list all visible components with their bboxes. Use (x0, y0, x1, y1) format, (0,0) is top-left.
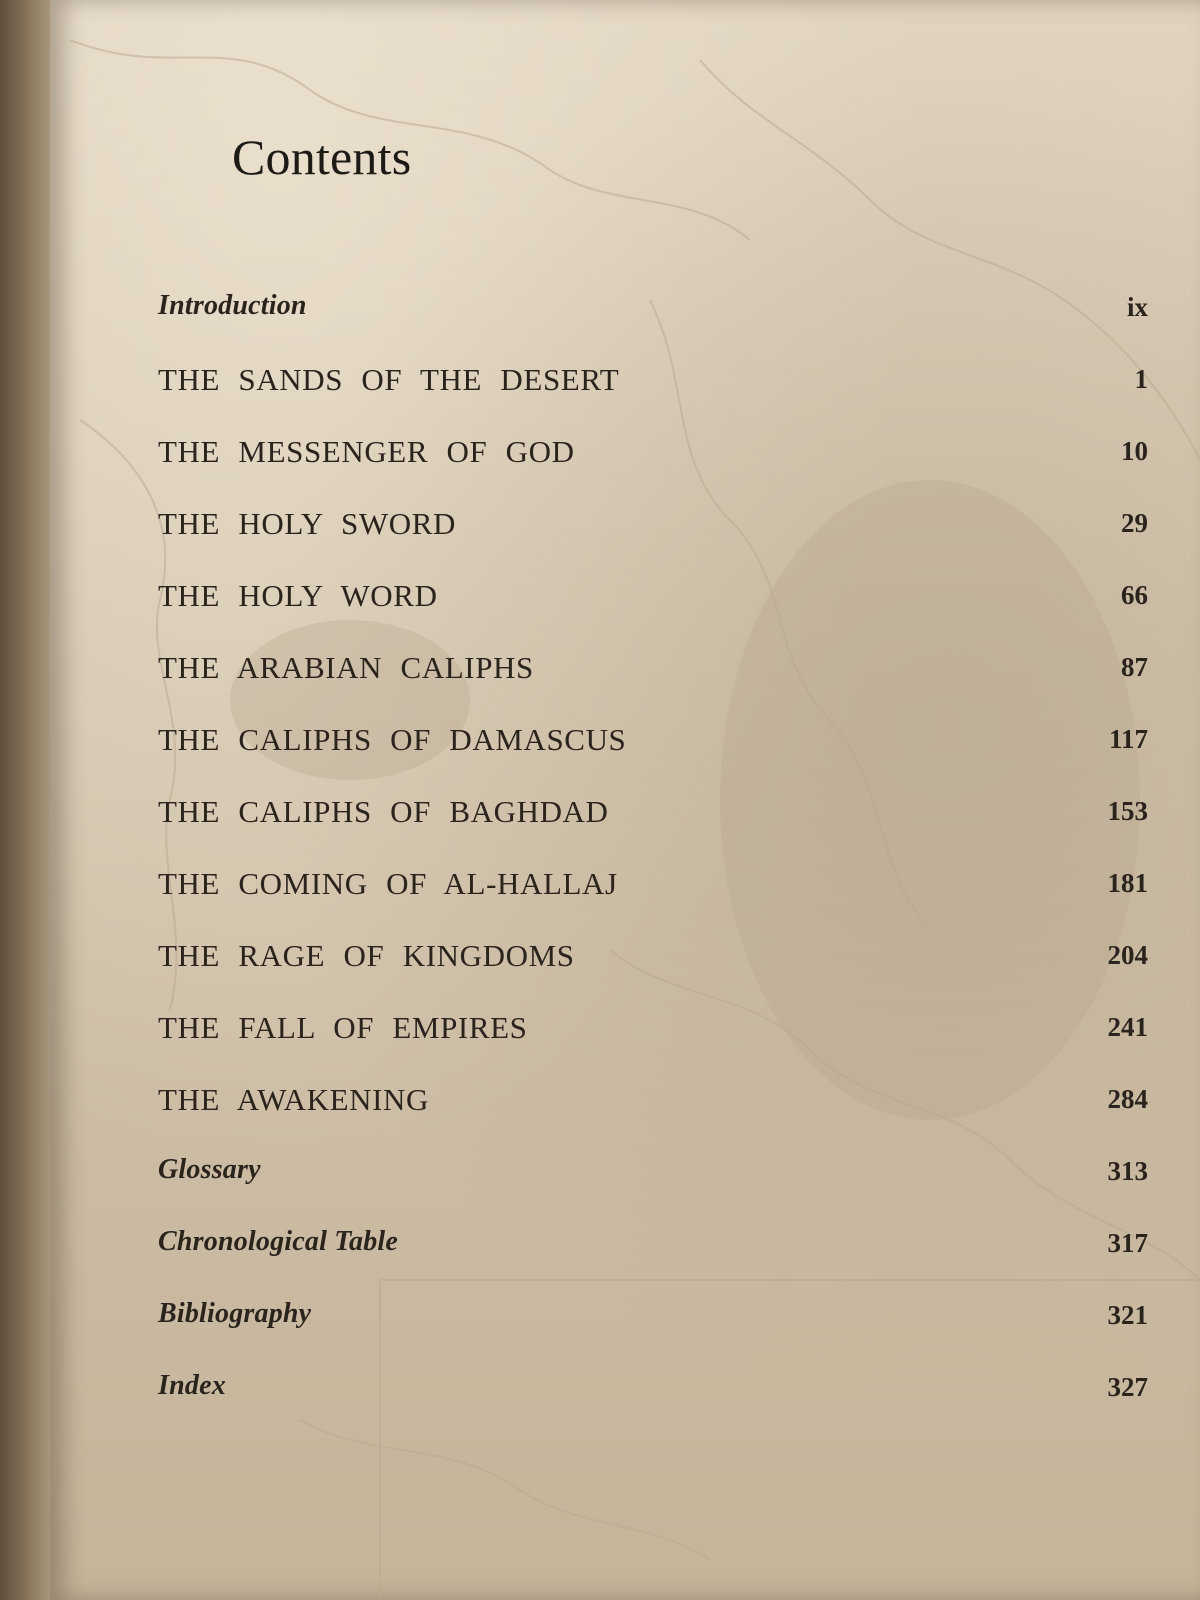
toc-row-chronological-table[interactable] (158, 1226, 1148, 1270)
toc-page-number: 317 (1107, 1228, 1148, 1258)
toc-row-chapter-3[interactable] (158, 506, 1148, 550)
toc-page-number: 66 (1121, 580, 1148, 610)
toc-page-number: 29 (1121, 508, 1148, 538)
toc-entry-title: Bibliography (158, 1298, 312, 1329)
toc-entry-title: THE RAGE OF KINGDOMS (158, 938, 575, 973)
toc-row-bibliography[interactable] (158, 1298, 1148, 1342)
toc-row-index[interactable] (158, 1370, 1148, 1414)
toc-entry-title: THE MESSENGER OF GOD (158, 434, 575, 469)
toc-row-chapter-1[interactable] (158, 362, 1148, 406)
toc-page-number: 241 (1107, 1012, 1148, 1042)
toc-page-number: 181 (1107, 868, 1148, 898)
toc-row-chapter-4[interactable] (158, 578, 1148, 622)
toc-row-chapter-5[interactable] (158, 650, 1148, 694)
toc-row-chapter-6[interactable] (158, 722, 1148, 766)
toc-entry-title: THE AWAKENING (158, 1082, 430, 1117)
toc-entry-title: THE FALL OF EMPIRES (158, 1010, 528, 1045)
toc-page-number: 87 (1121, 652, 1148, 682)
toc-entry-title: THE ARABIAN CALIPHS (158, 650, 534, 685)
toc-entry-title: THE HOLY SWORD (158, 506, 456, 541)
toc-row-chapter-7[interactable] (158, 794, 1148, 838)
toc-entry-title: Index (158, 1370, 226, 1401)
toc-entry-title: THE HOLY WORD (158, 578, 438, 613)
toc-page-number: 313 (1107, 1156, 1148, 1186)
toc-page-number: 284 (1107, 1084, 1148, 1114)
contents-heading: Contents (232, 129, 412, 185)
toc-page-number: 204 (1107, 940, 1148, 970)
toc-entry-title: THE COMING OF AL-HALLAJ (158, 866, 618, 901)
toc-entry-title: Introduction (158, 290, 307, 321)
toc-page-number: 10 (1121, 436, 1148, 466)
toc-page-number: 1 (1134, 364, 1148, 394)
toc-entry-title: THE CALIPHS OF DAMASCUS (158, 722, 627, 757)
toc-row-chapter-2[interactable] (158, 434, 1148, 478)
toc-row-introduction[interactable] (158, 290, 1148, 334)
toc-page-number: 117 (1108, 724, 1148, 754)
toc-page-number: 327 (1107, 1372, 1148, 1402)
toc-entry-title: THE CALIPHS OF BAGHDAD (158, 794, 609, 829)
toc-row-chapter-10[interactable] (158, 1010, 1148, 1054)
toc-row-glossary[interactable] (158, 1154, 1148, 1198)
toc-page-number: 321 (1107, 1300, 1148, 1330)
book-page (50, 0, 1200, 1600)
toc-row-chapter-8[interactable] (158, 866, 1148, 910)
toc-page-number: 153 (1107, 796, 1148, 826)
toc-entry-title: Chronological Table (158, 1226, 399, 1257)
toc-page-number: ix (1126, 292, 1148, 322)
toc-row-chapter-11[interactable] (158, 1082, 1148, 1126)
toc-row-chapter-9[interactable] (158, 938, 1148, 982)
toc-entry-title: Glossary (158, 1154, 261, 1185)
toc-entry-title: THE SANDS OF THE DESERT (158, 362, 620, 397)
